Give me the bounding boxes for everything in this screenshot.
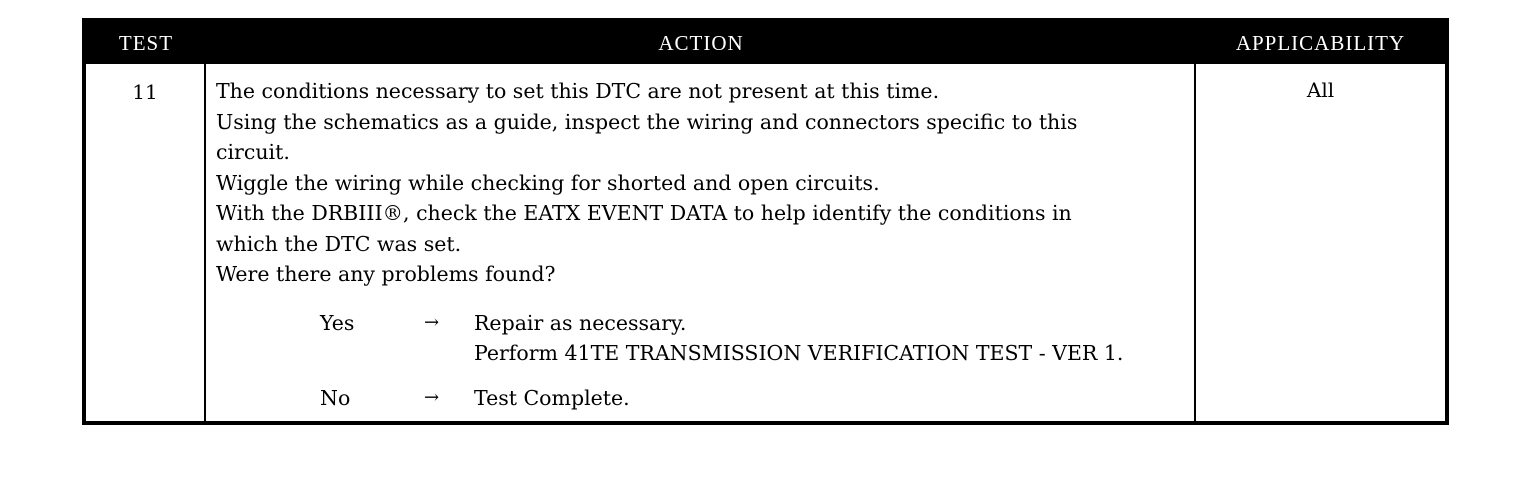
- outcome-no-instructions: [474, 383, 1186, 414]
- action-line: which the DTC was set.: [216, 231, 462, 256]
- outcome-yes-line: Repair as necessary.: [474, 310, 687, 335]
- action-cell: [206, 64, 1196, 421]
- outcome-yes-label: Yes: [320, 310, 355, 335]
- arrow-right-icon: →: [424, 311, 440, 333]
- action-line: The conditions necessary to set this DTC are not present at this time.: [216, 79, 940, 103]
- outcome-yes-line: Perform 41TE TRANSMISSION VERIFICATION TEST - VER 1.: [474, 341, 1124, 365]
- arrow-right-icon: →: [424, 386, 440, 408]
- outcome-no-line: Test Complete.: [474, 385, 630, 410]
- outcome-yes-instructions: [474, 308, 1186, 369]
- outcome-yes: [320, 308, 1186, 369]
- diagnostic-test-table: [82, 18, 1449, 425]
- outcome-no-label: No: [320, 385, 351, 410]
- outcome-no: [320, 383, 1186, 414]
- header-applicability: APPLICABILITY: [1196, 22, 1445, 64]
- test-number: 11: [132, 80, 158, 104]
- test-number-cell: [86, 64, 206, 421]
- action-line: With the DRBIII®, check the EATX EVENT DATA to help identify the conditions in: [216, 201, 1072, 225]
- applicability-value: All: [1306, 78, 1335, 102]
- applicability-cell: [1196, 64, 1445, 421]
- action-line: Were there any problems found?: [216, 262, 556, 286]
- action-line: circuit.: [216, 140, 290, 164]
- header-test: TEST: [86, 22, 206, 64]
- action-line: Wiggle the wiring while checking for shorted and open circuits.: [216, 170, 880, 195]
- header-action: ACTION: [206, 22, 1196, 64]
- action-line: Using the schematics as a guide, inspect the wiring and connectors specific to this: [216, 109, 1078, 134]
